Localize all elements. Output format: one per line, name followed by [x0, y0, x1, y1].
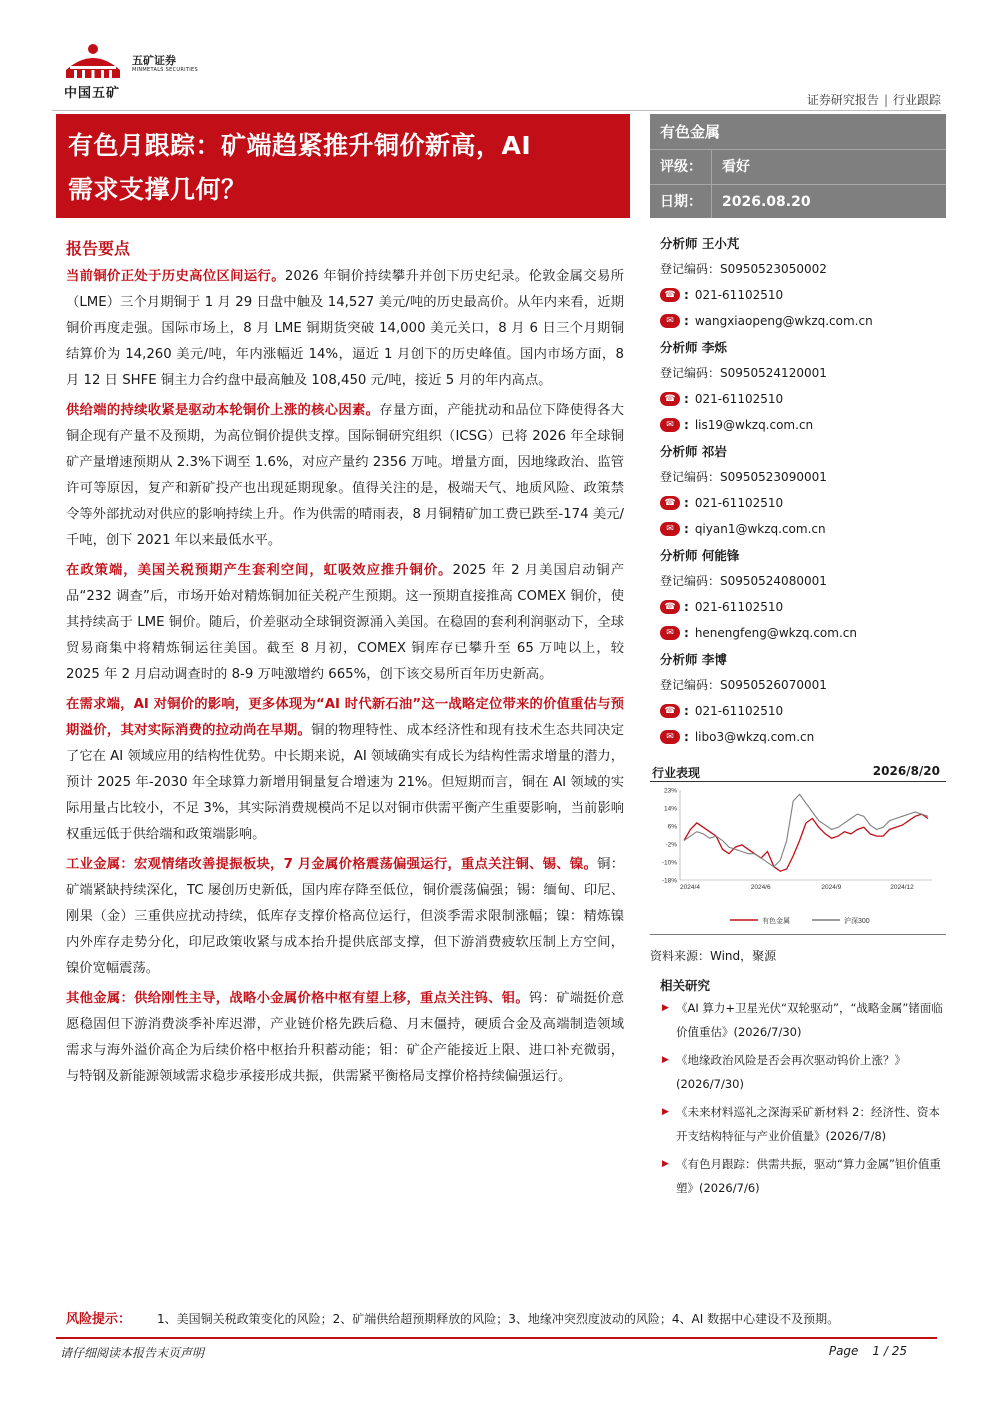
related-research-list	[660, 996, 944, 1204]
doc-type	[807, 91, 941, 108]
analyst-name: 分析师 祁岩	[660, 444, 727, 459]
industry-performance-chart	[650, 784, 946, 932]
page-value: 1 / 25	[872, 1344, 907, 1358]
analyst-phone: 021-61102510	[694, 600, 784, 614]
date-label: 日期：	[650, 185, 712, 218]
y-tick-label: 14%	[663, 805, 677, 813]
analyst-reg: 登记编码：S0950524080001	[660, 574, 827, 588]
paragraph-lead: 供给端的持续收紧是驱动本轮铜价上涨的核心因素。	[66, 403, 380, 418]
summary-paragraph	[66, 692, 624, 848]
doc-category: 行业跟踪	[892, 93, 941, 107]
summary-paragraph	[66, 986, 624, 1090]
logo-company-name: 中国五矿	[64, 86, 121, 101]
analyst-card	[660, 440, 946, 542]
colon: :	[684, 418, 689, 432]
analyst-card	[660, 544, 946, 646]
summary-paragraph	[66, 558, 624, 688]
risk-label: 风险提示：	[66, 1312, 132, 1327]
analyst-phone: 021-61102510	[694, 704, 784, 718]
y-tick-label: -2%	[665, 841, 677, 849]
risk-text: 1、美国铜关税政策变化的风险；2、矿端供给超预期释放的风险；3、地缘冲突烈度波动的风险；4、AI 数据中心建设不及预期。	[157, 1312, 840, 1326]
header-divider	[52, 110, 941, 111]
analyst-email[interactable]: qiyan1@wkzq.com.cn	[694, 522, 826, 536]
legend-label: 有色金属	[762, 918, 790, 925]
paragraph-body: 钨：矿端挺价意愿稳固但下游消费淡季补库迟滞，产业链价格先跌后稳、月末僵持，硬质合金及高端制造领域需求与海外溢价高企为后续价格中枢抬升积蓄动能；钼：矿企产能接近上限、进口补充微弱，与特钢及新能源领域需求稳步承接形成共振，供需紧平衡格局支撑价格持续偏强运行。	[66, 991, 625, 1084]
paragraph-body: 铜：矿端紧缺持续深化，TC 屡创历史新低，国内库存降至低位，铜价震荡偏强；锡：缅甸、印尼、刚果（金）三重供应扰动持续，低库存支撑价格高位运行，但淡季需求限制涨幅；镍：精炼镍内外库存走势分化，印尼政策收紧与成本抬升提供底部支撑，但下游消费疲软压制上方空间，镍价宽幅震荡。	[66, 857, 624, 976]
summary-heading: 报告要点	[66, 239, 131, 258]
colon: :	[684, 496, 689, 510]
series-line-nonferrous	[684, 814, 928, 871]
x-tick-label: 2024/9	[821, 884, 842, 891]
minmetals-logo-icon	[62, 40, 124, 80]
analyst-email[interactable]: libo3@wkzq.com.cn	[694, 730, 815, 744]
industry-performance-header	[650, 762, 946, 782]
analyst-card	[660, 232, 946, 334]
x-tick-label: 2024/4	[680, 884, 700, 891]
date-row	[650, 184, 946, 218]
related-research-text: 《AI 算力+卫星光伏“双轮驱动”，“战略金属”锗面临价值重估》(2026/7/30)	[676, 1001, 943, 1039]
company-logo	[62, 40, 212, 100]
colon: :	[684, 288, 689, 302]
sector-name: 有色金属	[650, 114, 946, 150]
series-line-csi300	[684, 794, 928, 866]
analyst-reg: 登记编码：S0950524120001	[660, 366, 827, 380]
paragraph-lead: 其他金属：供给刚性主导，战略小金属价格中枢有望上移，重点关注钨、钼。	[66, 991, 529, 1006]
related-research-text: 《地缘政治风险是否会再次驱动钨价上涨？》(2026/7/30)	[676, 1053, 906, 1091]
related-research-item[interactable]	[660, 996, 944, 1044]
paragraph-lead: 在政策端，美国关税预期产生套利空间，虹吸效应推升铜价。	[66, 563, 453, 578]
page-label: Page	[828, 1344, 859, 1358]
colon: :	[684, 522, 689, 536]
analyst-email-row	[660, 724, 946, 750]
mail-icon: ✉	[660, 730, 680, 744]
analyst-name: 分析师 何能锋	[660, 548, 740, 563]
page-number	[829, 1344, 907, 1358]
y-tick-label: 23%	[663, 787, 677, 795]
paragraph-body: 铜的物理特性、成本经济性和现有技术生态共同决定了它在 AI 领域应用的结构性优势。中长期来说，AI 领域确实有成长为结构性需求增量的潜力，预计 2025 年-2030 年全球算力新增用铜量复合增速为 21%。但短期而言，铜在 AI 领域的实际用量占比较小，不足 3%，其实际消费规模尚不足以对铜市供需平衡产生重要影响，当前影响权重远低于供给端和政策端影响。	[66, 723, 625, 842]
mail-icon: ✉	[660, 522, 680, 536]
summary-paragraph	[66, 398, 624, 554]
related-research-item[interactable]	[660, 1152, 944, 1200]
phone-icon: ☎	[660, 600, 680, 614]
doc-type-label: 证券研究报告	[806, 93, 879, 107]
analyst-email[interactable]: lis19@wkzq.com.cn	[694, 418, 814, 432]
x-tick-label: 2024/6	[750, 884, 771, 891]
mail-icon: ✉	[660, 418, 680, 432]
analyst-phone-row	[660, 282, 946, 308]
analyst-card	[660, 336, 946, 438]
analyst-phone-row	[660, 386, 946, 412]
logo-brand-en: MINMETALS SECURITIES	[132, 67, 198, 73]
paragraph-lead: 在需求端，AI 对铜价的影响，更多体现为“AI 时代新石油”这一战略定位带来的价值重估与预期溢价，其对实际消费的拉动尚在早期。	[66, 697, 624, 738]
analyst-email-row	[660, 516, 946, 542]
chart-source: 资料来源：Wind，聚源	[650, 934, 946, 974]
analyst-phone: 021-61102510	[694, 496, 784, 510]
paragraph-body: 存量方面，产能扰动和品位下降使得各大铜企现有产量不及预期，为高位铜价提供支撑。国际铜研究组织（ICSG）已将 2026 年全球铜矿产量增速预期从 2.3%下调至 1.6%，对应产量约 2356 万吨。增量方面，因地缘政治、监管许可等原因，复产和新矿投产也出现延期现象。值得关注的是，极端天气、地质风险、政策禁令等外部扰动对供应的影响持续上升。作为供需的晴雨表，8 月铜精矿加工费已跌至-174 美元/千吨，创下 2021 年以来最低水平。	[66, 403, 625, 548]
summary-body	[66, 264, 624, 1094]
doc-type-separator: |	[883, 93, 888, 107]
logo-brand-cn: 五矿证券	[132, 54, 176, 67]
analyst-name: 分析师 王小芃	[660, 236, 740, 251]
y-tick-label: 6%	[667, 823, 677, 831]
analyst-phone: 021-61102510	[694, 288, 784, 302]
related-research-item[interactable]	[660, 1048, 944, 1096]
related-research-item[interactable]	[660, 1100, 944, 1148]
triangle-bullet-icon: ▶	[662, 1159, 669, 1169]
analyst-reg: 登记编码：S0950526070001	[660, 678, 827, 692]
analyst-card	[660, 648, 946, 750]
rating-value: 看好	[722, 159, 750, 175]
report-title	[68, 124, 620, 212]
footer-disclaimer: 请仔细阅读本报告末页声明	[60, 1346, 205, 1360]
y-tick-label: -18%	[661, 877, 677, 885]
analyst-email[interactable]: henengfeng@wkzq.com.cn	[694, 626, 857, 640]
report-title-line2: 需求支撑几何？	[68, 175, 247, 204]
analyst-reg: 登记编码：S0950523090001	[660, 470, 827, 484]
related-research-text: 《有色月跟踪：供需共振，驱动“算力金属”钽价值重塑》(2026/7/6)	[676, 1157, 941, 1195]
title-banner	[56, 114, 630, 218]
phone-icon: ☎	[660, 288, 680, 302]
rating-row	[650, 150, 946, 184]
phone-icon: ☎	[660, 496, 680, 510]
paragraph-lead: 工业金属：宏观情绪改善提振板块，7 月金属价格震荡偏强运行，重点关注铜、锡、镍。	[66, 857, 598, 872]
date-value: 2026.08.20	[722, 194, 811, 210]
colon: :	[684, 704, 689, 718]
related-research-text: 《未来材料巡礼之深海采矿新材料 2：经济性、资本开支结构特征与产业价值量》(2026/7/8)	[676, 1105, 940, 1143]
analyst-email-row	[660, 308, 946, 334]
paragraph-body: 2025 年 2 月美国启动铜产品“232 调查”后，市场开始对精炼铜加征关税产生预期。这一预期直接推高 COMEX 铜价，使其持续高于 LME 铜价。随后，价差驱动全球铜资源涌入美国。在稳固的套利利润驱动下，全球贸易商集中将精炼铜运往美国。截至 8 月初，COMEX 铜库存已攀升至 65 万吨以上，较 2025 年 2 月启动调查时的 8-9 万吨激增约 665%，创下该交易所百年历史新高。	[66, 563, 625, 682]
analyst-email-row	[660, 412, 946, 438]
rating-label: 评级：	[650, 150, 712, 184]
triangle-bullet-icon: ▶	[662, 1055, 669, 1065]
paragraph-body: 2026 年铜价持续攀升并创下历史纪录。伦敦金属交易所（LME）三个月期铜于 1 月 29 日盘中触及 14,527 美元/吨的历史最高价。从年内来看，近期铜价再度走强。国际市场上，8 月 LME 铜期货突破 14,000 美元关口，8 月 6 日三个月期铜结算价为 14,260 美元/吨，年内涨幅近 14%，逼近 1 月创下的历史峰值。国内市场方面，8 月 12 日 SHFE 铜主力合约盘中最高触及 108,450 元/吨，接近 5 月的年内高点。	[66, 269, 624, 388]
analyst-reg: 登记编码：S0950523050002	[660, 262, 827, 276]
colon: :	[684, 314, 689, 328]
report-title-line1: 有色月跟踪：矿端趋紧推升铜价新高，AI	[68, 131, 532, 160]
analyst-email[interactable]: wangxiaopeng@wkzq.com.cn	[694, 314, 873, 328]
analyst-list	[660, 232, 946, 752]
colon: :	[684, 600, 689, 614]
chart-title: 行业表现	[652, 766, 701, 780]
analyst-phone: 021-61102510	[694, 392, 784, 406]
rating-box	[650, 114, 946, 218]
mail-icon: ✉	[660, 314, 680, 328]
analyst-name: 分析师 李博	[660, 652, 727, 667]
colon: :	[684, 626, 689, 640]
colon: :	[684, 730, 689, 744]
risk-notice	[66, 1308, 839, 1327]
phone-icon: ☎	[660, 704, 680, 718]
legend-label: 沪深300	[844, 918, 870, 925]
colon: :	[684, 392, 689, 406]
paragraph-lead: 当前铜价正处于历史高位区间运行。	[66, 269, 285, 284]
y-tick-label: -10%	[661, 859, 677, 867]
footer-divider	[56, 1337, 937, 1339]
summary-paragraph	[66, 264, 624, 394]
summary-paragraph	[66, 852, 624, 982]
analyst-name: 分析师 李烁	[660, 340, 727, 355]
mail-icon: ✉	[660, 626, 680, 640]
analyst-email-row	[660, 620, 946, 646]
chart-date: 2026/8/20	[872, 764, 940, 778]
analyst-phone-row	[660, 594, 946, 620]
analyst-phone-row	[660, 698, 946, 724]
phone-icon: ☎	[660, 392, 680, 406]
triangle-bullet-icon: ▶	[662, 1003, 669, 1013]
triangle-bullet-icon: ▶	[662, 1107, 669, 1117]
x-tick-label: 2024/12	[890, 884, 914, 891]
related-research-title: 相关研究	[660, 978, 711, 993]
analyst-phone-row	[660, 490, 946, 516]
